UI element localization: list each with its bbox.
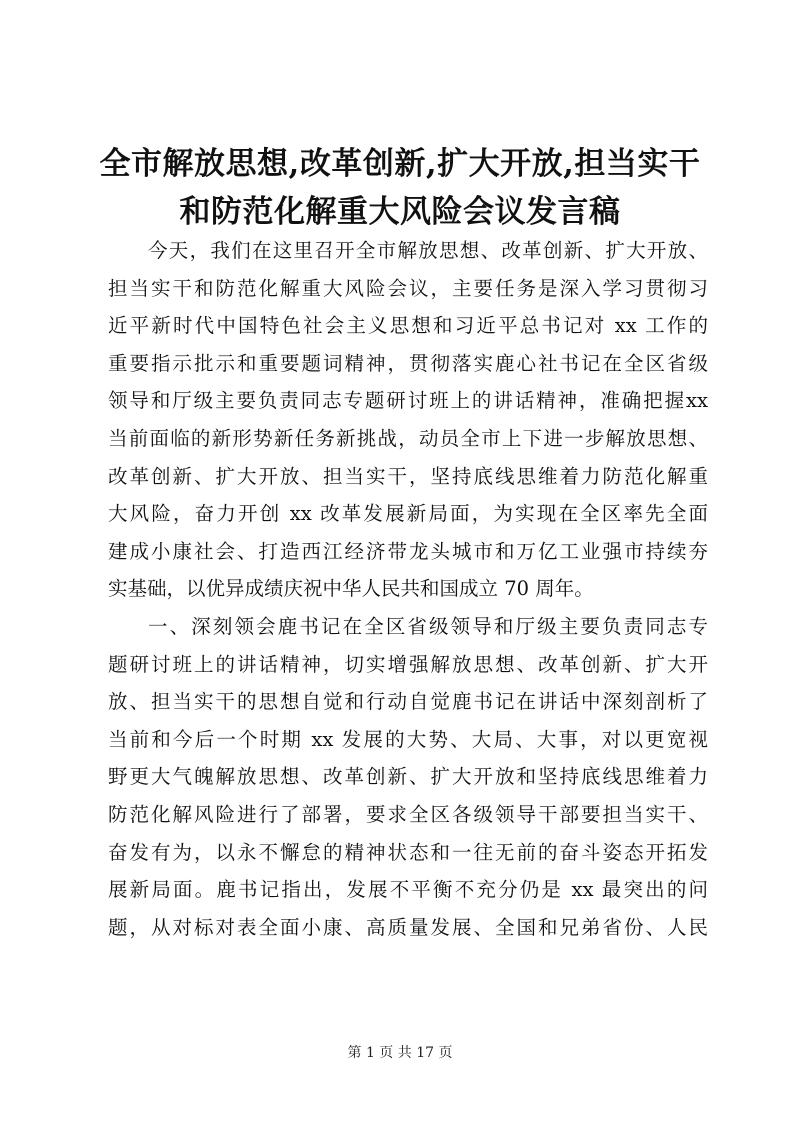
- paragraph-line: 重要指示批示和重要题词精神，贯彻落实鹿心社书记在全区省级: [108, 351, 708, 375]
- paragraph-line: 实基础，以优异成绩庆祝中华人民共和国成立 70 周年。: [108, 577, 594, 601]
- paragraph-line: 防范化解风险进行了部署，要求全区各级领导干部要担当实干、: [108, 802, 708, 826]
- paragraph-line: 近平新时代中国特色社会主义思想和习近平总书记对 xx 工作的: [108, 314, 708, 338]
- paragraph-line: 题，从对标对表全面小康、高质量发展、全国和兄弟省份、人民: [108, 915, 708, 939]
- paragraph-line: 野更大气魄解放思想、改革创新、扩大开放和坚持底线思维着力: [108, 765, 708, 789]
- paragraph-line: 担当实干和防范化解重大风险会议，主要任务是深入学习贯彻习: [108, 276, 708, 300]
- paragraph-line: 建成小康社会、打造西江经济带龙头城市和万亿工业强市持续夯: [108, 539, 708, 563]
- paragraph-line: 改革创新、扩大开放、担当实干，坚持底线思维着力防范化解重: [108, 464, 708, 488]
- paragraph-line: 当前和今后一个时期 xx 发展的大势、大局、大事，对以更宽视: [108, 727, 708, 751]
- paragraph-line: 一、深刻领会鹿书记在全区省级领导和厅级主要负责同志专: [148, 614, 708, 638]
- paragraph-line: 领导和厅级主要负责同志专题研讨班上的讲话精神，准确把握xx: [108, 389, 708, 413]
- paragraph-line: 题研讨班上的讲话精神，切实增强解放思想、改革创新、扩大开: [108, 652, 708, 676]
- paragraph-line: 奋发有为，以永不懈怠的精神状态和一往无前的奋斗姿态开拓发: [108, 840, 708, 864]
- page-number-footer: 第 1 页 共 17 页: [347, 1045, 453, 1061]
- paragraph-line: 放、担当实干的思想自觉和行动自觉鹿书记在讲话中深刻剖析了: [108, 690, 708, 714]
- title-line: 和防范化解重大风险会议发言稿: [179, 194, 621, 230]
- title-line: 全市解放思想,改革创新,扩大开放,担当实干: [99, 146, 701, 182]
- document-title: [96, 140, 704, 236]
- paragraph-line: 展新局面。鹿书记指出，发展不平衡不充分仍是 xx 最突出的问: [108, 878, 708, 902]
- document-body: [108, 232, 708, 946]
- paragraph-line: 大风险，奋力开创 xx 改革发展新局面，为实现在全区率先全面: [108, 502, 708, 526]
- paragraph-line: 当前面临的新形势新任务新挑战，动员全市上下进一步解放思想、: [108, 426, 708, 450]
- paragraph-line: 今天，我们在这里召开全市解放思想、改革创新、扩大开放、: [148, 239, 708, 262]
